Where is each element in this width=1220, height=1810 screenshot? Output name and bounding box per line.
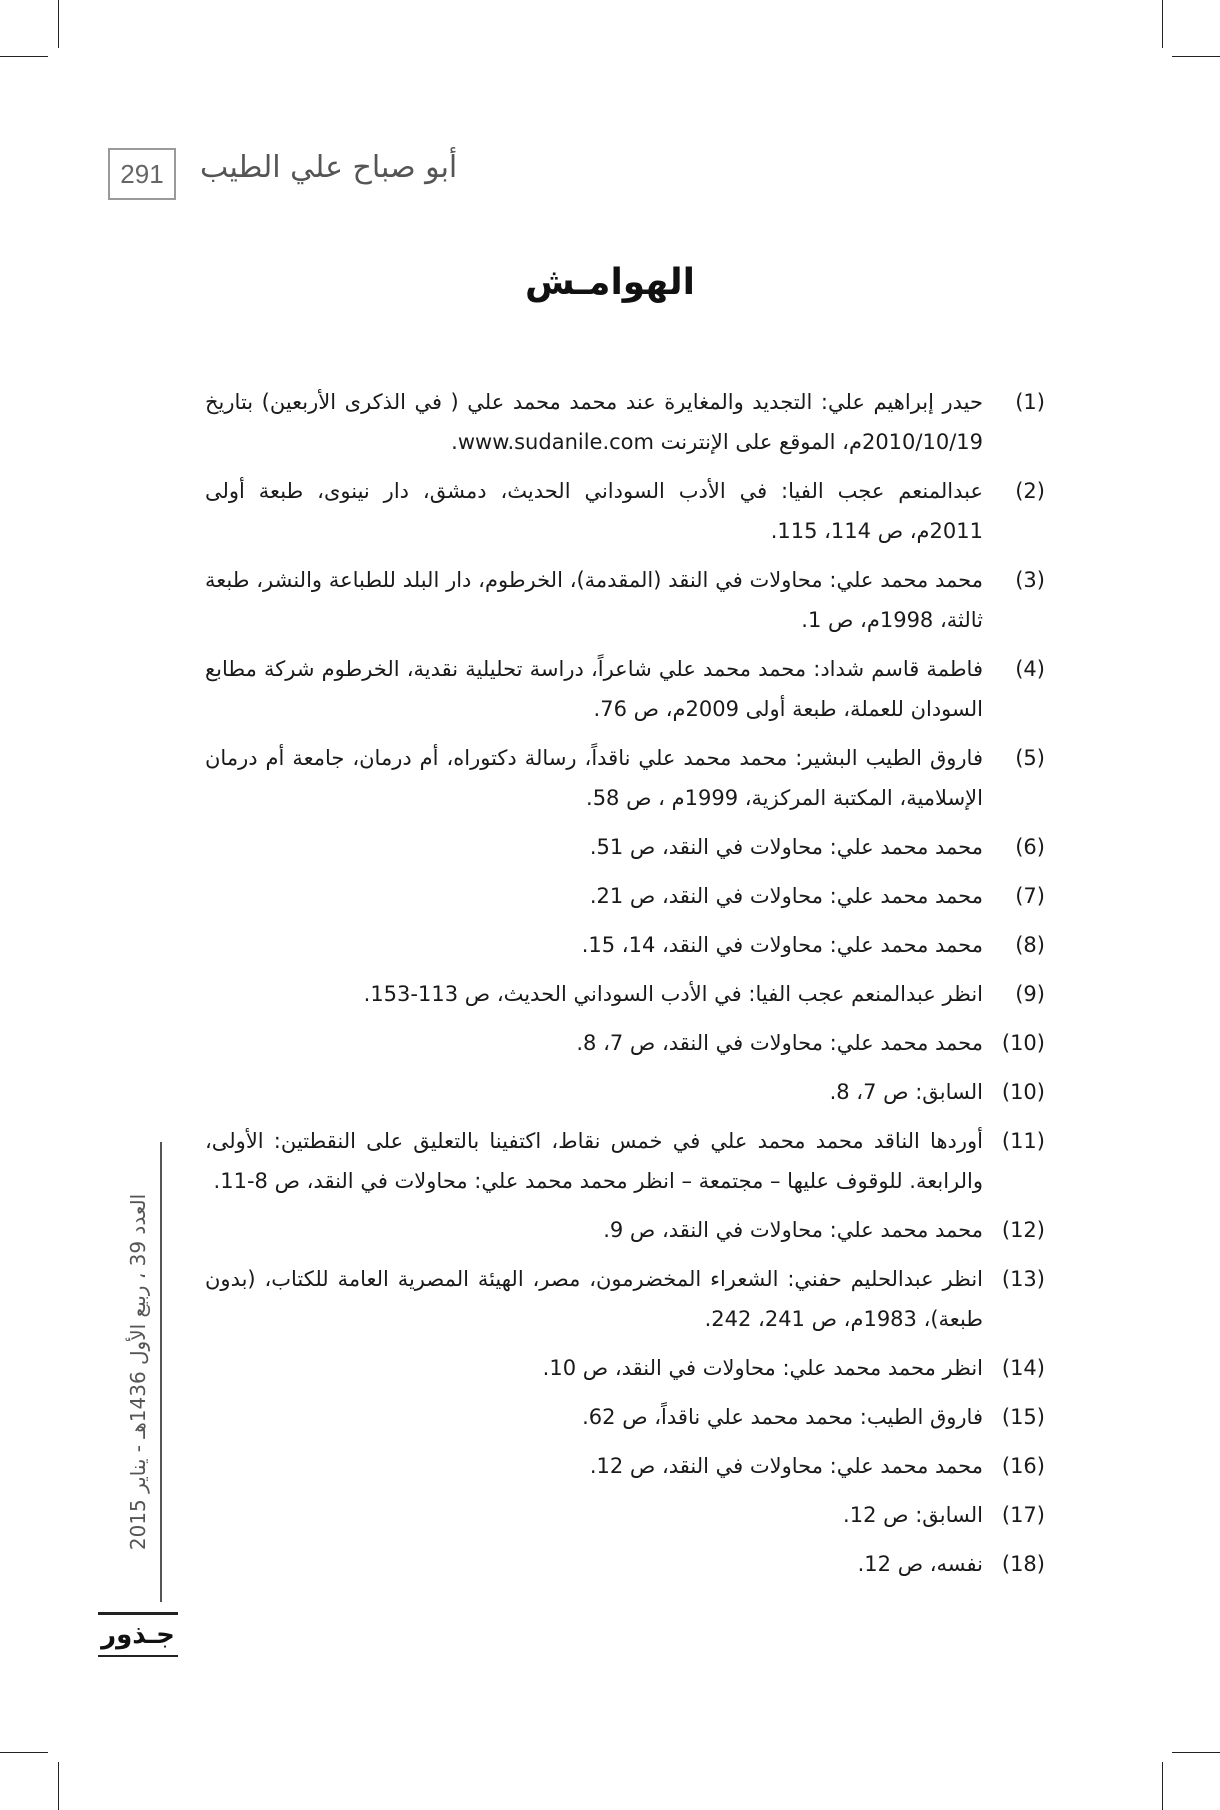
footnote-text: نفسه، ص 12.	[857, 1552, 983, 1576]
footnote-text: السابق: ص 12.	[843, 1503, 983, 1527]
footnote-item	[205, 471, 1045, 551]
footnote-text: فاروق الطيب: محمد محمد علي ناقداً، ص 62.	[582, 1405, 983, 1429]
footnote-item	[205, 1023, 1045, 1063]
footnote-item	[205, 1348, 1045, 1388]
footnote-number: (3)	[1015, 568, 1045, 592]
crop-mark	[1162, 1762, 1163, 1810]
footnote-number: (15)	[1001, 1405, 1045, 1429]
issue-label	[118, 1142, 158, 1602]
footnote-number: (10)	[1001, 1031, 1045, 1055]
footnote-text: حيدر إبراهيم علي: التجديد والمغايرة عند محمد محمد علي ( في الذكرى الأربعين) بتاريخ 2010/10/19م، الموقع على الإنترنت www.sudanile.com.	[205, 390, 983, 454]
footnote-number: (13)	[1001, 1267, 1045, 1291]
footnote-item	[205, 827, 1045, 867]
footnote-item	[205, 1544, 1045, 1584]
footnote-item	[205, 1397, 1045, 1437]
crop-mark	[1162, 0, 1163, 48]
footnote-number: (4)	[1015, 657, 1045, 681]
crop-mark	[58, 1762, 59, 1810]
running-header-author: أبو صباح علي الطيب	[200, 150, 458, 185]
footnote-text: محمد محمد علي: محاولات في النقد، ص 21.	[589, 884, 983, 908]
footnotes-list	[205, 382, 1045, 1593]
section-title: الهوامـش	[524, 262, 695, 303]
issue-label-text: العدد 39 ، ربيع الأول 1436هـ - يناير 2015	[126, 1193, 150, 1551]
crop-mark	[0, 1752, 48, 1753]
footnote-text: السابق: ص 7، 8.	[829, 1080, 983, 1104]
crop-mark	[58, 0, 59, 48]
footnote-number: (18)	[1001, 1552, 1045, 1576]
crop-mark	[1172, 56, 1220, 57]
footnote-number: (17)	[1001, 1503, 1045, 1527]
footnote-text: فاطمة قاسم شداد: محمد محمد علي شاعراً، دراسة تحليلية نقدية، الخرطوم شركة مطابع السودان للعملة، طبعة أولى 2009م، ص 76.	[205, 657, 983, 721]
crop-mark	[0, 56, 48, 57]
footnote-item	[205, 649, 1045, 729]
footnote-item	[205, 974, 1045, 1014]
footnote-text: انظر عبدالمنعم عجب الفيا: في الأدب السوداني الحديث، ص 113-153.	[363, 982, 983, 1006]
footnote-text: انظر عبدالحليم حفني: الشعراء المخضرمون، مصر، الهيئة المصرية العامة للكتاب، (بدون طبعة)، 1983م، ص 241، 242.	[205, 1267, 983, 1331]
footnote-number: (5)	[1015, 746, 1045, 770]
journal-logo: جـذور	[98, 1612, 178, 1657]
footnote-item	[205, 738, 1045, 818]
footnote-text: فاروق الطيب البشير: محمد محمد علي ناقداً، رسالة دكتوراه، أم درمان، جامعة أم درمان الإسلامية، المكتبة المركزية، 1999م ، ص 58.	[205, 746, 983, 810]
footnote-item	[205, 1495, 1045, 1535]
footnote-item	[205, 1259, 1045, 1339]
footnote-number: (8)	[1015, 933, 1045, 957]
footnote-item	[205, 560, 1045, 640]
footnote-text: عبدالمنعم عجب الفيا: في الأدب السوداني الحديث، دمشق، دار نينوى، طبعة أولى 2011م، ص 114، 115.	[205, 479, 983, 543]
footnote-number: (16)	[1001, 1454, 1045, 1478]
footnote-number: (2)	[1015, 479, 1045, 503]
footnote-number: (6)	[1015, 835, 1045, 859]
footnote-number: (12)	[1001, 1218, 1045, 1242]
footnote-item	[205, 382, 1045, 462]
footnote-text: محمد محمد علي: محاولات في النقد، ص 9.	[603, 1218, 983, 1242]
footnote-text: أوردها الناقد محمد محمد علي في خمس نقاط، اكتفينا بالتعليق على النقطتين: الأولى، والرابعة. للوقوف عليها – مجتمعة – انظر محمد محمد علي: محاولات في النقد، ص 8-11.	[205, 1129, 983, 1193]
side-divider	[160, 1142, 162, 1602]
footnote-item	[205, 1210, 1045, 1250]
footnote-text: محمد محمد علي: محاولات في النقد، ص 7، 8.	[576, 1031, 983, 1055]
footnote-item	[205, 1121, 1045, 1201]
footnote-text: انظر محمد محمد علي: محاولات في النقد، ص 10.	[542, 1356, 983, 1380]
footnote-number: (9)	[1015, 982, 1045, 1006]
footnote-item	[205, 925, 1045, 965]
footnote-number: (11)	[1001, 1129, 1045, 1153]
footnote-number: (10)	[1001, 1080, 1045, 1104]
footnote-text: محمد محمد علي: محاولات في النقد، ص 12.	[589, 1454, 983, 1478]
footnote-number: (7)	[1015, 884, 1045, 908]
footnote-item	[205, 1072, 1045, 1112]
footnote-number: (14)	[1001, 1356, 1045, 1380]
page-number: 291	[108, 148, 176, 200]
footnote-text: محمد محمد علي: محاولات في النقد، 14، 15.	[581, 933, 983, 957]
crop-mark	[1172, 1752, 1220, 1753]
footnote-text: محمد محمد علي: محاولات في النقد (المقدمة)، الخرطوم، دار البلد للطباعة والنشر، طبعة ثالثة، 1998م، ص 1.	[205, 568, 983, 632]
footnote-item	[205, 876, 1045, 916]
footnote-number: (1)	[1015, 390, 1045, 414]
footnote-item	[205, 1446, 1045, 1486]
footnote-text: محمد محمد علي: محاولات في النقد، ص 51.	[589, 835, 983, 859]
